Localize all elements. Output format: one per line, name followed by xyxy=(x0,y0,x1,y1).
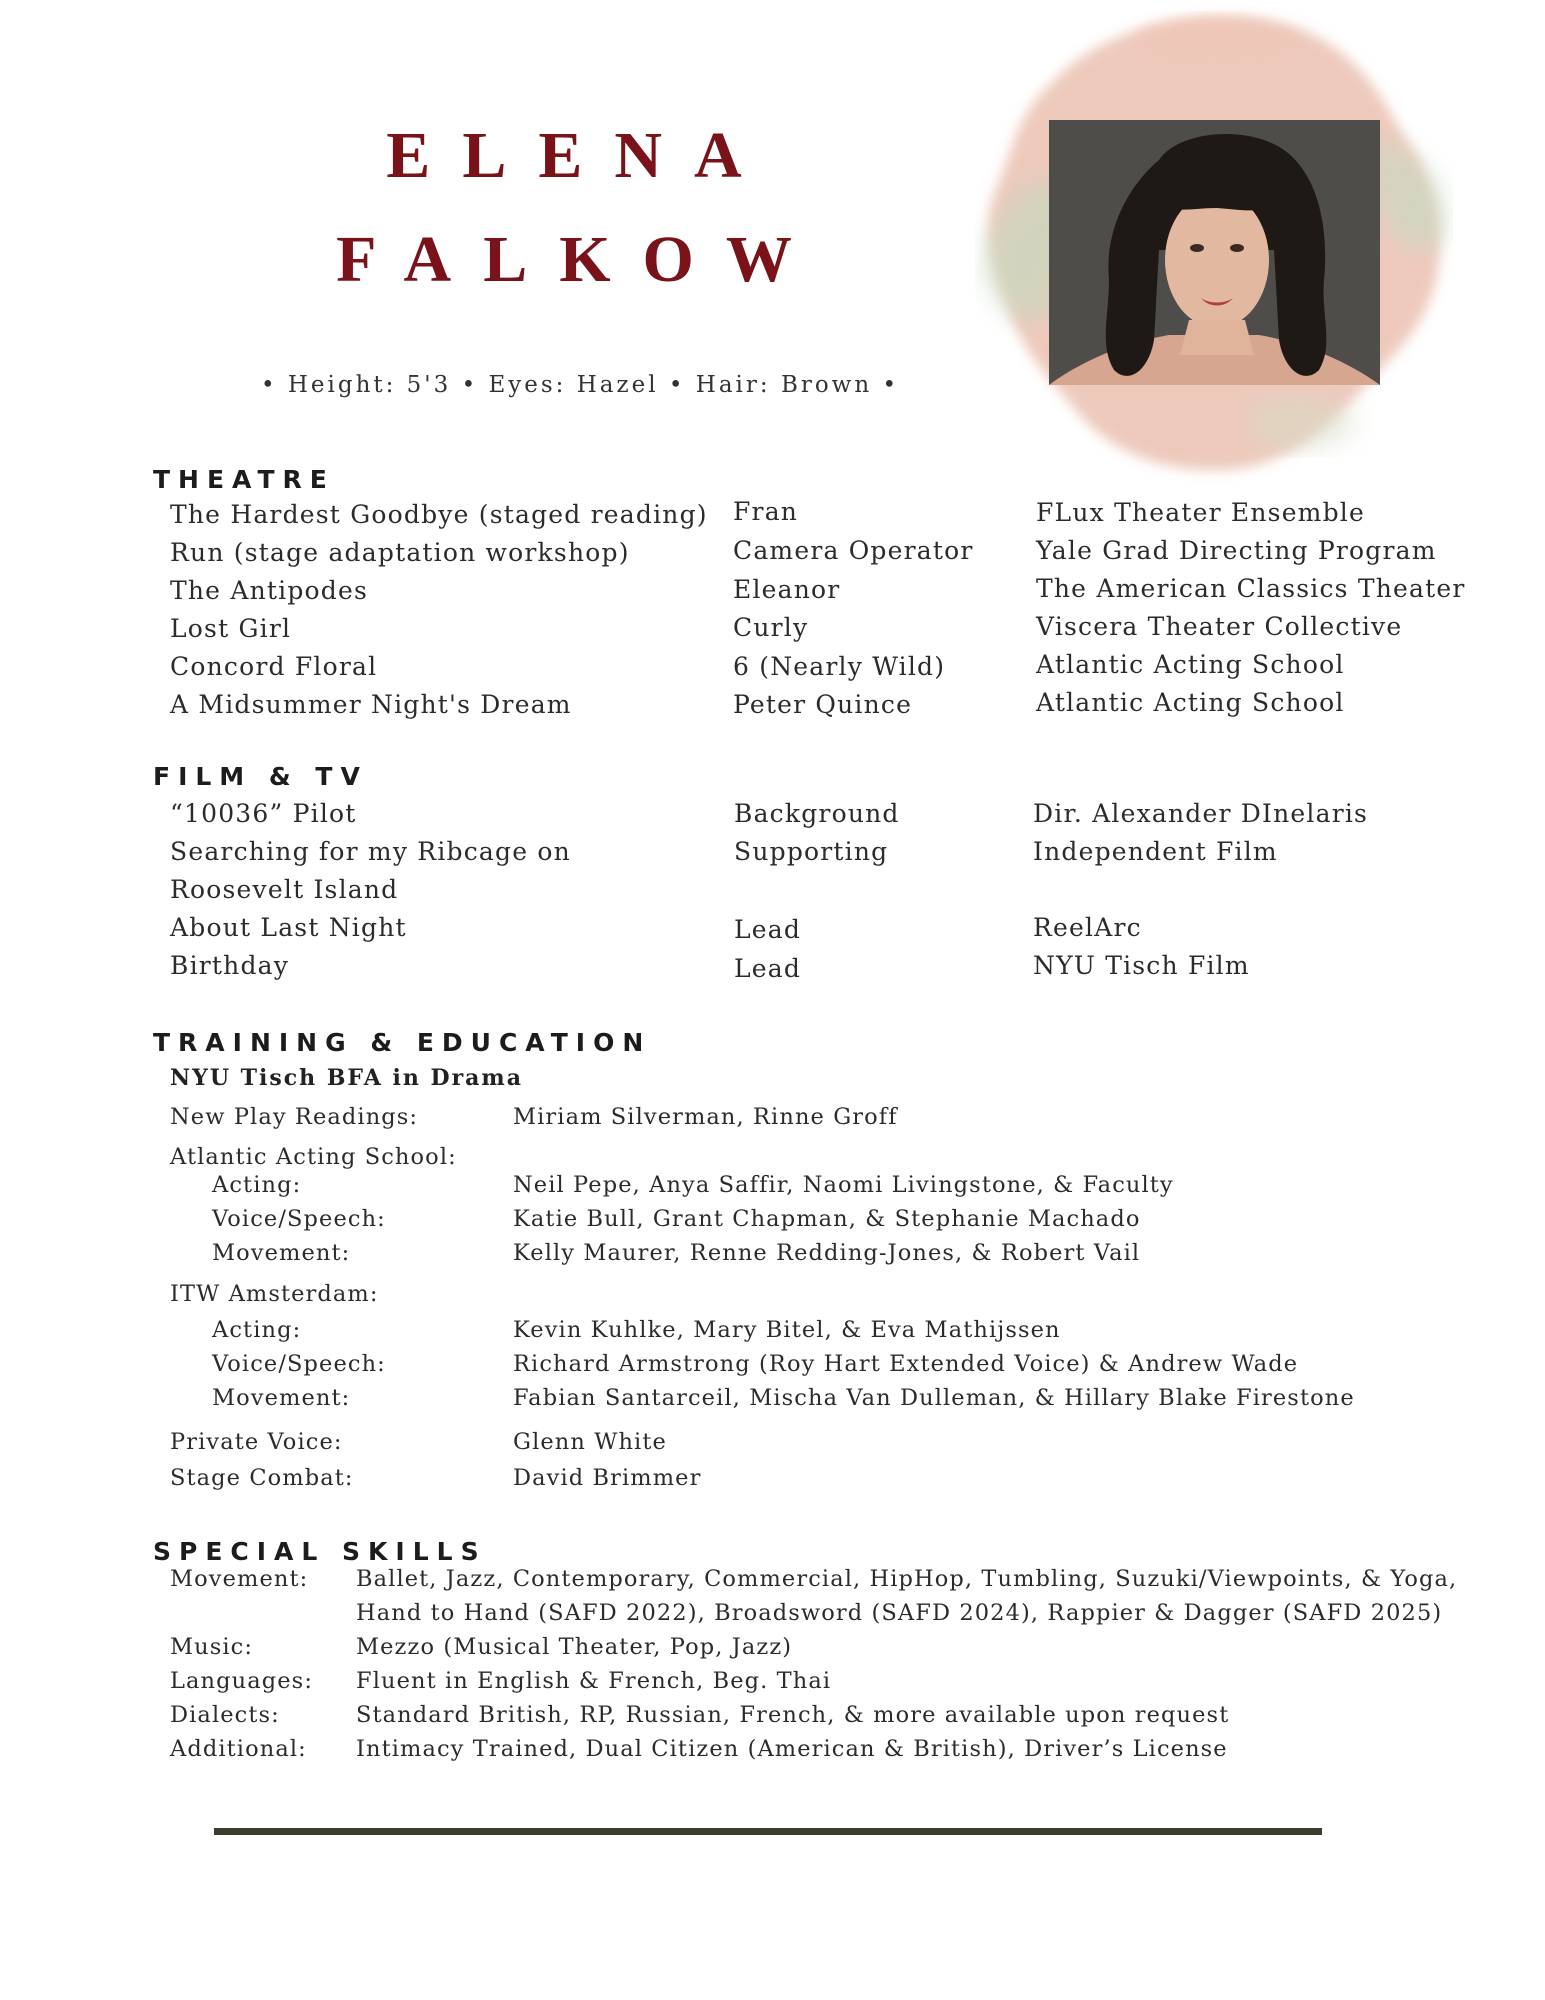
film-role: Supporting xyxy=(734,837,889,866)
skill-label: Movement: xyxy=(170,1566,309,1592)
film-company: NYU Tisch Film xyxy=(1033,951,1250,980)
film-company: ReelArc xyxy=(1033,913,1142,942)
degree: NYU Tisch BFA in Drama xyxy=(170,1065,523,1091)
training-school-label: ITW Amsterdam: xyxy=(170,1281,379,1307)
skill-label: Music: xyxy=(170,1634,254,1660)
headshot-photo xyxy=(1049,120,1380,385)
training-label: Movement: xyxy=(212,1240,351,1266)
theatre-role: Curly xyxy=(733,613,809,642)
theatre-role: Eleanor xyxy=(733,575,841,604)
training-label: Acting: xyxy=(212,1317,302,1343)
training-label: Private Voice: xyxy=(170,1429,343,1455)
footer-divider xyxy=(214,1828,1322,1835)
film-company: Dir. Alexander DInelaris xyxy=(1033,799,1369,828)
training-label: Movement: xyxy=(212,1385,351,1411)
training-value: Neil Pepe, Anya Saffir, Naomi Livingstone, & Faculty xyxy=(513,1172,1174,1198)
film-role: Lead xyxy=(734,915,802,944)
training-label: Stage Combat: xyxy=(170,1465,354,1491)
theatre-title: Run (stage adaptation workshop) xyxy=(170,538,630,567)
skill-value-continued: Hand to Hand (SAFD 2022), Broadsword (SAFD 2024), Rappier & Dagger (SAFD 2025) xyxy=(356,1600,1443,1626)
film-title: “10036” Pilot xyxy=(170,799,357,828)
physical-stats: • Height: 5'3 • Eyes: Hazel • Hair: Brown • xyxy=(260,372,900,398)
theatre-company: Yale Grad Directing Program xyxy=(1036,536,1437,565)
training-label: Acting: xyxy=(212,1172,302,1198)
training-value: Glenn White xyxy=(513,1429,667,1455)
skill-value: Fluent in English & French, Beg. Thai xyxy=(356,1668,832,1694)
theatre-title: Concord Floral xyxy=(170,652,378,681)
training-value: Kelly Maurer, Renne Redding-Jones, & Robert Vail xyxy=(513,1240,1141,1266)
skill-label: Dialects: xyxy=(170,1702,280,1728)
skill-value: Intimacy Trained, Dual Citizen (American & British), Driver’s License xyxy=(356,1736,1228,1762)
theatre-title: The Antipodes xyxy=(170,576,368,605)
training-label: Voice/Speech: xyxy=(212,1351,386,1377)
film-tv-heading: FILM & TV xyxy=(153,762,368,791)
film-role: Lead xyxy=(734,954,802,983)
film-company: Independent Film xyxy=(1033,837,1278,866)
training-school-label: Atlantic Acting School: xyxy=(170,1144,457,1170)
skill-value: Standard British, RP, Russian, French, & more available upon request xyxy=(356,1702,1230,1728)
special-skills-heading: SPECIAL SKILLS xyxy=(153,1537,487,1566)
theatre-role: Fran xyxy=(733,497,799,526)
training-label: Voice/Speech: xyxy=(212,1206,386,1232)
skill-value: Mezzo (Musical Theater, Pop, Jazz) xyxy=(356,1634,793,1660)
film-role: Background xyxy=(734,799,900,828)
film-title: About Last Night xyxy=(170,913,407,942)
skill-value: Ballet, Jazz, Contemporary, Commercial, HipHop, Tumbling, Suzuki/Viewpoints, & Yoga, xyxy=(356,1566,1458,1592)
training-value: David Brimmer xyxy=(513,1465,702,1491)
training-heading: TRAINING & EDUCATION xyxy=(153,1028,652,1057)
theatre-company: Viscera Theater Collective xyxy=(1036,612,1403,641)
skill-label: Additional: xyxy=(170,1736,307,1762)
skill-label: Languages: xyxy=(170,1668,314,1694)
theatre-role: 6 (Nearly Wild) xyxy=(733,652,946,681)
last-name: FALKOW xyxy=(336,223,824,296)
film-title: Birthday xyxy=(170,951,290,980)
theatre-role: Peter Quince xyxy=(733,690,913,719)
theatre-company: FLux Theater Ensemble xyxy=(1036,498,1365,527)
theatre-title: A Midsummer Night's Dream xyxy=(170,690,572,719)
training-value: Richard Armstrong (Roy Hart Extended Voice) & Andrew Wade xyxy=(513,1351,1299,1377)
film-title-continued: Roosevelt Island xyxy=(170,875,399,904)
training-value: Fabian Santarceil, Mischa Van Dulleman, & Hillary Blake Firestone xyxy=(513,1385,1355,1411)
training-value: Kevin Kuhlke, Mary Bitel, & Eva Mathijssen xyxy=(513,1317,1061,1343)
first-name: ELENA xyxy=(386,119,774,192)
theatre-company: Atlantic Acting School xyxy=(1036,688,1345,717)
film-title: Searching for my Ribcage on xyxy=(170,837,571,866)
training-label: New Play Readings: xyxy=(170,1104,419,1130)
theatre-title: The Hardest Goodbye (staged reading) xyxy=(170,500,708,529)
training-value: Katie Bull, Grant Chapman, & Stephanie Machado xyxy=(513,1206,1141,1232)
theatre-heading: THEATRE xyxy=(153,465,335,494)
theatre-company: The American Classics Theater xyxy=(1036,574,1466,603)
theatre-company: Atlantic Acting School xyxy=(1036,650,1345,679)
theatre-title: Lost Girl xyxy=(170,614,292,643)
theatre-role: Camera Operator xyxy=(733,536,974,565)
training-value: Miriam Silverman, Rinne Groff xyxy=(513,1104,898,1130)
